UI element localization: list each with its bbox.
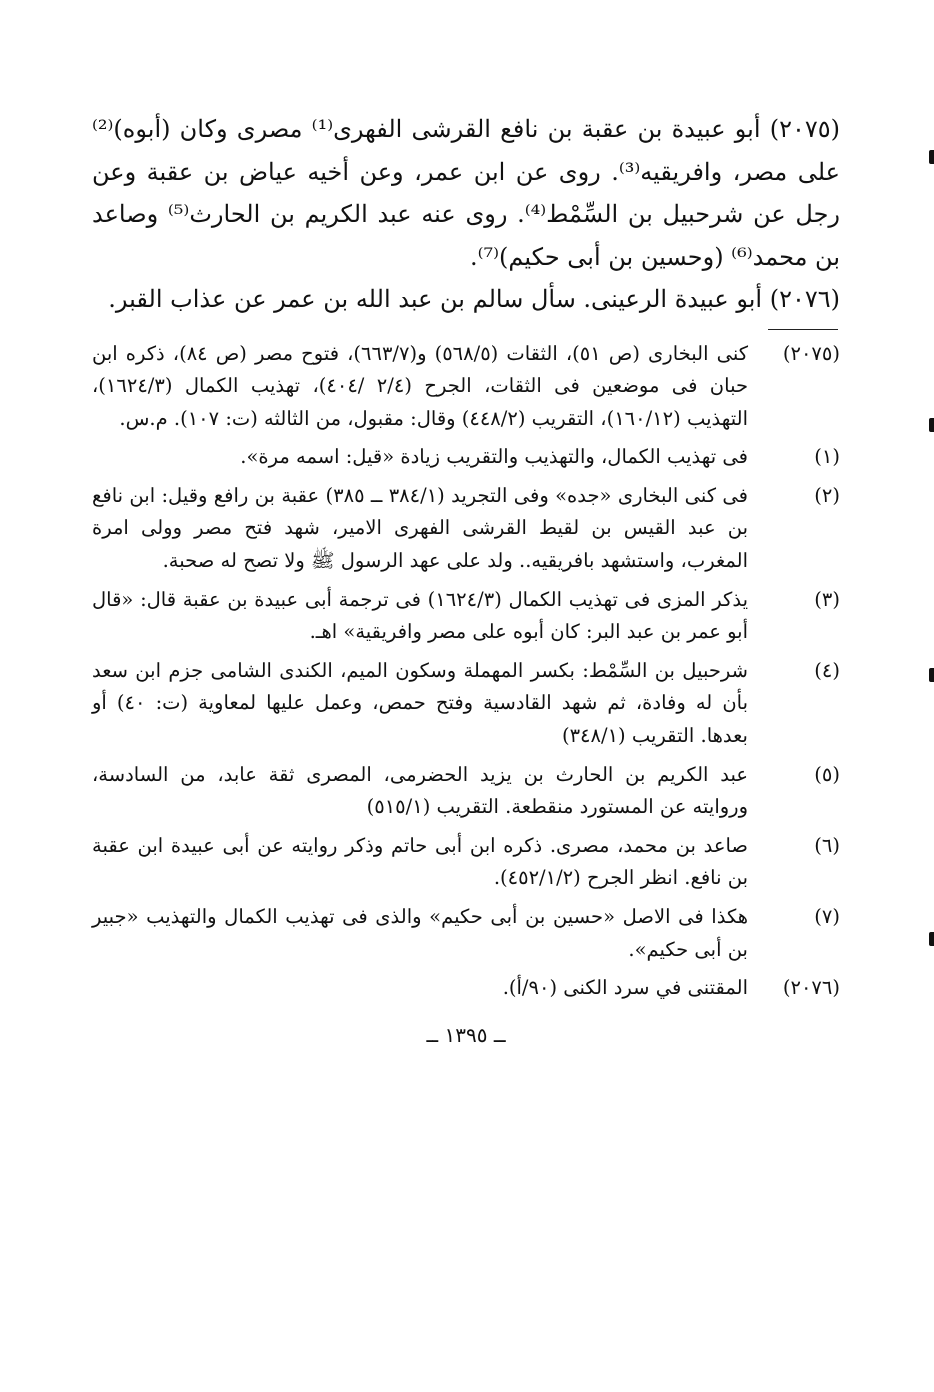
footnote-mark: (٥) (814, 762, 840, 786)
footnotes (92, 338, 840, 1005)
footnote-text: صاعد بن محمد، مصرى. ذكره ابن أبى حاتم وذكر روايته عن أبى عبيدة ابن عقبة بن نافع. انظر الجرح (٤٥٢/١/٢). (92, 833, 748, 890)
footnote-text: هكذا فى الاصل «حسين بن أبى حكيم» والذى فى تهذيب الكمال والتهذيب «جبير بن أبى حكيم». (92, 905, 748, 961)
footnote-separator (768, 329, 838, 330)
footnote (92, 830, 840, 895)
footnote-text: شرحبيل بن السِّمْط: بكسر المهملة وسكون الميم، الكندى الشامى جزم ابن سعد بأن له وفادة، ثم شهد القادسية وفتح حمص، وعمل عليها لمعاوية (ت: ٤٠) أو بعدها. التقريب (٣٤٨/١) (92, 658, 749, 748)
footnote-mark: (٤) (814, 658, 840, 682)
footnote-mark: (٢٠٧٦) (782, 976, 840, 1000)
footnote-mark: (٢) (814, 483, 840, 507)
footnote-mark: (٧) (814, 905, 840, 928)
footnote (92, 972, 840, 1005)
book-page (92, 108, 840, 1047)
footnote-mark: (١) (814, 445, 840, 469)
footnote-text: عبد الكريم بن الحارث بن يزيد الحضرمى، المصرى ثقة عابد، من السادسة، وروايته عن المستورد منقطعة. التقريب (٥١٥/١) (92, 762, 748, 819)
scan-edge-mark (929, 932, 934, 946)
footnote (92, 338, 840, 436)
footnote-text: كنى البخارى (ص ٥١)، الثقات (٥٦٨/٥) و(٦٦٣/٧)، فتوح مصر (ص ٨٤)، ذكره ابن حبان فى موضعين فى الثقات، الجرح (٢/٤ /٤٠٤)، تهذيب الكمال (١٦٢٤/٣)، التهذيب (١٦٠/١٢)، التقريب (٤٤٨/٢) وقال: مقبول، من الثالثه (ت: ١٠٧). م.س. (92, 341, 749, 430)
footnote-mark: (٦) (814, 833, 840, 857)
footnote (92, 441, 840, 474)
footnote-text: يذكر المزى فى تهذيب الكمال (١٦٢٤/٣) فى ترجمة أبى عبيدة بن عقبة قال: «قال أبو عمر بن عبد البر: كان أبوه على مصر وافريقية» اهـ. (92, 587, 748, 644)
footnote (92, 655, 840, 753)
scan-edge-mark (929, 668, 934, 682)
scan-edge-mark (929, 150, 934, 164)
footnote-text: فى كنى البخارى «جده» وفى التجريد (٣٨٤/١ ــ ٣٨٥) عقبة بن رافع وقيل: ابن نافع بن عبد القيس بن لقيط القرشى الفهرى الامير، شهد فتح مصر وولى امرة المغرب، واستشهد بافريقيه.. ولد على عهد الرسول ﷺ ولا تصح له صحبة. (92, 483, 748, 573)
footnote (92, 480, 840, 578)
page-number: ــ ١٣٩٥ ــ (426, 1022, 506, 1047)
entry-2076: (٢٠٧٦) أبو عبيدة الرعينى. سأل سالم بن عبد الله بن عمر عن عذاب القبر. (108, 285, 840, 313)
entry-2075: (٢٠٧٥) أبو عبيدة بن عقبة بن نافع القرشى الفهرى⁽¹⁾ مصرى وكان (أبوه)⁽²⁾ على مصر، وافريقيه⁽³⁾. روى عن ابن عمر، وعن أخيه عياض بن عقبة وعن رجل عن شرحبيل بن السِّمْط⁽⁴⁾. روى عنه عبد الكريم بن الحارث⁽⁵⁾ وصاعد بن محمد⁽⁶⁾ (وحسين بن أبى حكيم)⁽⁷⁾. (92, 115, 841, 271)
footnote-mark: (٣) (814, 587, 840, 611)
footnote-text: فى تهذيب الكمال، والتهذيب والتقريب زيادة «قيل: اسمه مرة». (240, 445, 748, 469)
footnote-separator-wrap (92, 321, 840, 338)
main-text (92, 108, 840, 321)
footnote-text: المقتنى في سرد الكنى (٩٠/أ). (502, 976, 748, 1000)
footnote (92, 901, 840, 966)
footnote (92, 759, 840, 824)
footnote-mark: (٢٠٧٥) (782, 341, 840, 365)
scan-edge-mark (929, 418, 934, 432)
footnote (92, 584, 840, 649)
